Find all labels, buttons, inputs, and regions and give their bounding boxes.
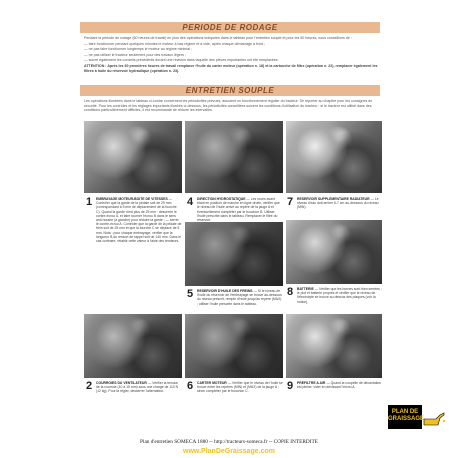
item-caption: CARTER MOTEUR — Vérifier que le niveau de l'huile se trouve entre les repères (MIN) et (MAX) de la jauge A ; sinon compléter par le bouchon C.	[197, 381, 283, 394]
entretien-intro: Les opérations illustrées dans le tableau ci-contre concernent les périodicités prévues, assurent un fonctionnement régulier du tracteur. Se reporter au chapitre pour les consignes de sécurité. Pour les contrôles et les réglages importants illustrés ci-dessous, les périodicités conseillées suivent les conditions d'utilisation du tracteur ; si le tracteur est utilisé dans des conditions particulièrement difficiles, il est recommandé de réduire les intervalles.	[84, 99, 373, 113]
footer-website: www.PlanDeGraissage.com	[183, 448, 275, 455]
item-number: 1	[86, 196, 93, 208]
item-caption: EMBRAYAGE MOTEUR-BOITE DE VITESSES — Contrôler que la garde de la pédale soit de 25 mm (correspondant à 5 mm de déplacement de la fourche C). Quand la garde n'est plus de 25 mm : desserrer le contre-écrou A, et faire tourner l'écrou B dans le sens anti-horaire (à gauche) pour réduire la garde ; — serrer le contre-écrou A. Contrôler que la garde de la pédale de frein soit de 25 mm et que la fourche C se déplace de 5 mm. Nota : pour chaque embrayage, vérifier que la longueur B du ressort de rappel soit de 140 mm. Dans le cas contraire, rétablir cette valeur à l'aide des tendeurs.	[96, 197, 182, 244]
photo-prefiltre	[286, 314, 382, 378]
item-number: 6	[187, 380, 194, 392]
item-caption: DIRECTION HYDROSTATIQUE — Les roues avant étant en position de marche en ligne droite, vérifier que le niveau de l'huile arrive au repère de la jauge A et éventuellement compléter par le bouchon B. Utiliser l'huile prescrite dans le tableau. Remplacer le filtre du réservoir.	[197, 197, 280, 223]
photo-courroies	[84, 314, 182, 378]
item-number: 8	[287, 286, 294, 298]
oil-can-icon	[422, 409, 446, 429]
photo-batterie	[286, 220, 382, 284]
footer-copyright: Plan d'entretien SOMECA 1880 -- http://tracteurs-someca.fr -- COPIE INTERDITE	[140, 439, 318, 445]
section-title-rodage: PERIODE DE RODAGE	[80, 22, 380, 33]
section-title-entretien: ENTRETIEN SOUPLE	[80, 85, 380, 96]
item-caption: RESERVOIR D'HUILE DES FREINS — Si le niveau de l'huile du réservoir de l'embrayage se trouve au-dessous du niveau prescrit, remplir d'huile jusqu'au repère (MAX) ; utiliser l'huile prescrite dans le tableau.	[197, 289, 282, 306]
item-number: 2	[86, 380, 93, 392]
logo-box: PLAN DE GRAISSAGE	[388, 405, 422, 429]
photo-carter	[185, 314, 283, 378]
item-caption: COURROIES DU VENTILATEUR — Vérifier la tension de la courroie (10 à 15 mm) sous une charge de 110 N (12 kg). Pour la régler, desserrer l'alternateur.	[96, 381, 179, 394]
item-caption: RESERVOIR SUPPLEMENTAIRE RADIATEUR — Le niveau d'eau doit arriver 6-7 cm au-dessous du niveau (MIN).	[297, 197, 379, 210]
photo-embrayage	[84, 121, 182, 193]
item-caption: BATTERIE — Vérifier que les bornes sont bien serrées ; le plot et batterie propres et vérifier que le niveau de l'électrolyte se trouve au-dessus des plaques (voir la notice).	[297, 287, 382, 304]
rodage-text: Pendant la période de rodage (60 heures de travail) en plus des opérations indiquées dans le tableau pour l'entretien souple et pour les 50 heures, nous conseillons de : — faire fonctionner pendant quelques minutes le moteur à bas régime et à vide, après chaque démarrage à froid ; — ne pas faire fonctionner longtemps le moteur au régime minimal ; — ne pas utiliser le tracteur seulement pour des travaux légers ; — suivre également les conseils précédents durant une révision dans laquelle des pièces importantes ont été remplacées. ATTENTION : Après les 60 premières heures de travail remplacer l'huile du carter moteur (opération n. 18) et la cartouche de filtre (opération n. 22), remplacer également les filtres à huile du réservoir hydraulique (opération n. 23).	[84, 36, 378, 73]
plan-de-graissage-logo	[388, 405, 446, 439]
photo-reservoir-radiateur	[286, 121, 382, 193]
photo-freins	[185, 222, 283, 286]
item-number: 5	[187, 288, 194, 300]
photo-direction	[185, 121, 283, 193]
item-caption: PREFILTRE A AIR — Quand la coupelle de décantation est pleine, vider en dévissant l'écrou A.	[297, 381, 382, 390]
item-number: 9	[287, 380, 294, 392]
item-number: 4	[187, 196, 194, 208]
item-number: 7	[287, 196, 294, 208]
